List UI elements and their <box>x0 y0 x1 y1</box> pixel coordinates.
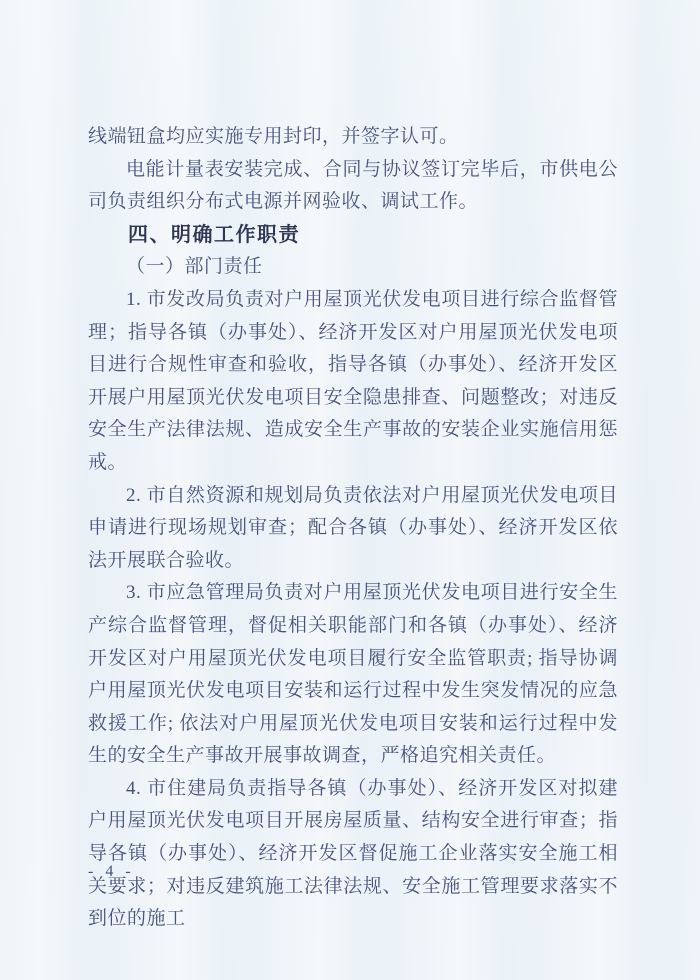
numbered-item-3: 3. 市应急管理局负责对户用屋顶光伏发电项目进行安全生产综合监督管理，督促相关职能部门和各镇（办事处）、经济开发区对户用屋顶光伏发电项目履行安全监管职责; 指导协调户用屋顶光伏发电项目安装和运行过程中发生突发情况的应急救援工作; 依法对户用屋顶光伏发电项目安装和运行过程中发生的安全生产事故开展事故调查，严格追究相关责任。 <box>88 582 618 767</box>
page-number: - 4 - <box>88 863 135 880</box>
numbered-item-1: 1. 市发改局负责对户用屋顶光伏发电项目进行综合监督管理；指导各镇（办事处）、经济开发区对户用屋顶光伏发电项目进行合规性审查和验收，指导各镇（办事处）、经济开发区开展户用屋顶光伏发电项目安全隐患排查、问题整改；对违反安全生产法律法规、造成安全生产事故的安装企业实施信用惩戒。 <box>88 288 618 473</box>
section-heading: 四、明确工作职责 <box>128 223 300 246</box>
paragraph: 电能计量表安装完成、合同与协议签订完毕后，市供电公司负责组织分布式电源并网验收、调试工作。 <box>88 158 618 213</box>
document-body <box>88 121 618 936</box>
numbered-item-2: 2. 市自然资源和规划局负责依法对户用屋顶光伏发电项目申请进行现场规划审查；配合各镇（办事处）、经济开发区依法开展联合验收。 <box>88 484 618 571</box>
subsection-heading: （一）部门责任 <box>126 256 263 278</box>
paragraph-continuation: 线端钮盒均应实施专用封印，并签字认可。 <box>88 126 459 147</box>
numbered-item-4: 4. 市住建局负责指导各镇（办事处）、经济开发区对拟建户用屋顶光伏发电项目开展房屋质量、结构安全进行审查；指导各镇（办事处）、经济开发区督促施工企业落实安全施工相关要求；对违反建筑施工法律法规、安全施工管理要求落实不到位的施工 <box>88 777 618 930</box>
